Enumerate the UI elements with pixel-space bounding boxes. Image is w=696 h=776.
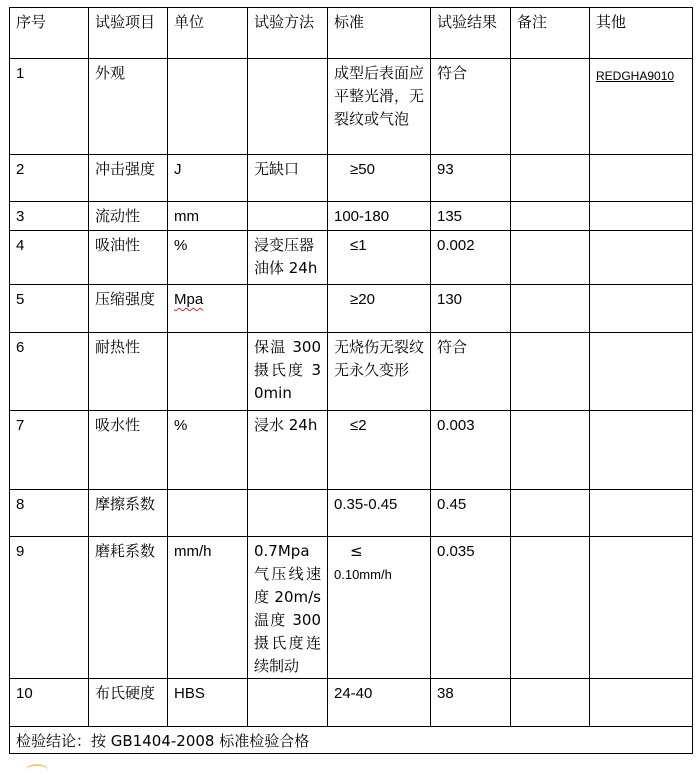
row-standard: ≥50 bbox=[328, 155, 431, 202]
row-other bbox=[590, 285, 693, 333]
table-row bbox=[10, 411, 693, 490]
header-row bbox=[10, 8, 693, 59]
row-result: 130 bbox=[431, 285, 511, 333]
row-other bbox=[590, 490, 693, 537]
row-other bbox=[590, 537, 693, 679]
row-method: 浸变压器油体 24h bbox=[248, 231, 328, 285]
row-standard: 100-180 bbox=[328, 202, 431, 231]
table-row bbox=[10, 285, 693, 333]
row-no: 7 bbox=[10, 411, 89, 490]
row-no: 2 bbox=[10, 155, 89, 202]
standard-symbol: ≤ bbox=[350, 542, 363, 560]
row-method bbox=[248, 202, 328, 231]
table-row bbox=[10, 537, 693, 679]
row-standard: ≤2 bbox=[328, 411, 431, 490]
row-method bbox=[248, 59, 328, 155]
row-no: 9 bbox=[10, 537, 89, 679]
row-method: 浸水 24h bbox=[248, 411, 328, 490]
row-other bbox=[590, 411, 693, 490]
row-result: 0.002 bbox=[431, 231, 511, 285]
row-standard bbox=[328, 537, 431, 679]
row-item: 外观 bbox=[89, 59, 168, 155]
row-result: 0.45 bbox=[431, 490, 511, 537]
row-method bbox=[248, 490, 328, 537]
table-row bbox=[10, 333, 693, 411]
row-unit: mm/h bbox=[168, 537, 248, 679]
row-unit bbox=[168, 490, 248, 537]
header-no: 序号 bbox=[10, 8, 89, 59]
row-result: 93 bbox=[431, 155, 511, 202]
row-result: 符合 bbox=[431, 59, 511, 155]
row-note bbox=[511, 59, 590, 155]
row-no: 8 bbox=[10, 490, 89, 537]
table-row bbox=[10, 59, 693, 155]
header-standard: 标准 bbox=[328, 8, 431, 59]
row-method: 无缺口 bbox=[248, 155, 328, 202]
conclusion-row bbox=[10, 727, 693, 754]
row-unit bbox=[168, 333, 248, 411]
row-standard: ≤1 bbox=[328, 231, 431, 285]
row-item: 吸水性 bbox=[89, 411, 168, 490]
header-other: 其他 bbox=[590, 8, 693, 59]
header-unit: 单位 bbox=[168, 8, 248, 59]
row-no: 6 bbox=[10, 333, 89, 411]
row-method bbox=[248, 285, 328, 333]
row-note bbox=[511, 155, 590, 202]
unit-text: Mpa bbox=[174, 291, 204, 308]
header-note: 备注 bbox=[511, 8, 590, 59]
row-result: 38 bbox=[431, 679, 511, 727]
row-note bbox=[511, 411, 590, 490]
row-result: 符合 bbox=[431, 333, 511, 411]
row-no: 4 bbox=[10, 231, 89, 285]
row-other bbox=[590, 333, 693, 411]
table-row bbox=[10, 679, 693, 727]
row-result: 135 bbox=[431, 202, 511, 231]
row-method: 0.7Mpa 气压线速度 20m/s 温度 300 摄氏度连续制动 bbox=[248, 537, 328, 679]
row-other bbox=[590, 59, 693, 155]
row-other bbox=[590, 231, 693, 285]
row-note bbox=[511, 285, 590, 333]
inspection-table bbox=[9, 7, 693, 754]
row-method: 保温 300 摄氏度 30min bbox=[248, 333, 328, 411]
header-result: 试验结果 bbox=[431, 8, 511, 59]
row-other bbox=[590, 202, 693, 231]
row-item: 耐热性 bbox=[89, 333, 168, 411]
row-no: 3 bbox=[10, 202, 89, 231]
row-item: 压缩强度 bbox=[89, 285, 168, 333]
row-standard: 0.35-0.45 bbox=[328, 490, 431, 537]
row-standard: 24-40 bbox=[328, 679, 431, 727]
row-unit: HBS bbox=[168, 679, 248, 727]
table-row bbox=[10, 155, 693, 202]
row-unit: J bbox=[168, 155, 248, 202]
row-note bbox=[511, 679, 590, 727]
row-unit: % bbox=[168, 231, 248, 285]
row-item: 摩擦系数 bbox=[89, 490, 168, 537]
row-note bbox=[511, 202, 590, 231]
row-unit: % bbox=[168, 411, 248, 490]
row-note bbox=[511, 333, 590, 411]
row-unit: mm bbox=[168, 202, 248, 231]
row-standard: ≥20 bbox=[328, 285, 431, 333]
conclusion-text: 检验结论：按 GB1404-2008 标准检验合格 bbox=[10, 727, 693, 754]
row-item: 流动性 bbox=[89, 202, 168, 231]
row-no: 1 bbox=[10, 59, 89, 155]
row-item: 布氏硬度 bbox=[89, 679, 168, 727]
partial-stamp-edge bbox=[26, 764, 48, 776]
row-no: 10 bbox=[10, 679, 89, 727]
row-standard: 无烧伤无裂纹无永久变形 bbox=[328, 333, 431, 411]
row-note bbox=[511, 490, 590, 537]
table-row bbox=[10, 231, 693, 285]
table-row bbox=[10, 202, 693, 231]
table-row bbox=[10, 490, 693, 537]
row-item: 冲击强度 bbox=[89, 155, 168, 202]
row-unit bbox=[168, 285, 248, 333]
row-result: 0.003 bbox=[431, 411, 511, 490]
row-other bbox=[590, 679, 693, 727]
row-unit bbox=[168, 59, 248, 155]
row-item: 吸油性 bbox=[89, 231, 168, 285]
row-other bbox=[590, 155, 693, 202]
standard-value: 0.10mm/h bbox=[334, 567, 392, 582]
row-method bbox=[248, 679, 328, 727]
header-item: 试验项目 bbox=[89, 8, 168, 59]
header-method: 试验方法 bbox=[248, 8, 328, 59]
row-note bbox=[511, 231, 590, 285]
row-no: 5 bbox=[10, 285, 89, 333]
other-link[interactable]: REDGHA9010 bbox=[596, 69, 675, 83]
row-note bbox=[511, 537, 590, 679]
row-standard: 成型后表面应平整光滑，无裂纹或气泡 bbox=[328, 59, 431, 155]
row-result: 0.035 bbox=[431, 537, 511, 679]
row-item: 磨耗系数 bbox=[89, 537, 168, 679]
